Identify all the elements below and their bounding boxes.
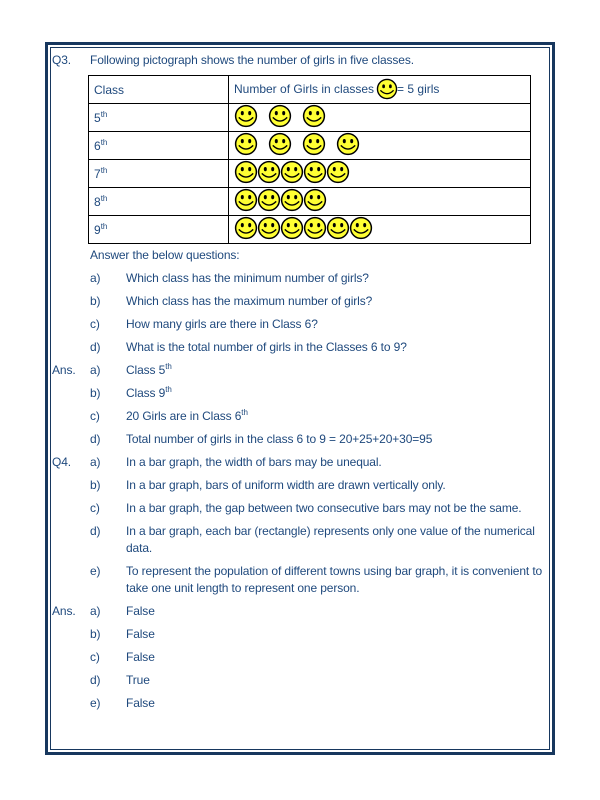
item-letter: b): [90, 386, 101, 400]
smiley-icon: [257, 160, 281, 184]
item-text: In a bar graph, each bar (rectangle) represents only one value of the numerical data.: [126, 524, 535, 555]
class-cell: 9th: [89, 216, 229, 244]
q4-statement-row: [52, 563, 549, 597]
q3-label: Q3.: [52, 53, 71, 67]
q3-answer-row: [52, 431, 549, 448]
q4-answer-row: [52, 603, 549, 620]
item-letter: e): [90, 564, 101, 578]
class-cell: 6th: [89, 132, 229, 160]
item-letter: b): [90, 294, 101, 308]
q4-answer-row: [52, 672, 549, 689]
table-row: [89, 160, 531, 188]
smiley-row: [234, 188, 326, 212]
item-text: True: [126, 673, 150, 687]
page-border-frame: [45, 42, 555, 755]
girls-header-prefix: Number of Girls in classes: [234, 81, 375, 96]
item-text: False: [126, 604, 155, 618]
item-letter: a): [90, 604, 101, 618]
q4-answer-row: [52, 695, 549, 712]
item-text: What is the total number of girls in the Classes 6 to 9?: [126, 340, 407, 354]
girls-header-cell: [229, 76, 531, 104]
table-row: [89, 188, 531, 216]
class-cell: 7th: [89, 160, 229, 188]
ans-label: Ans.: [52, 363, 76, 377]
item-letter: b): [90, 627, 101, 641]
item-text: False: [126, 696, 155, 710]
q3-intro-row: [52, 52, 549, 69]
item-text: Class 9th: [126, 385, 172, 400]
smiley-icon: [257, 216, 281, 240]
smiley-icon: [280, 160, 304, 184]
item-letter: a): [90, 271, 101, 285]
girls-header-suffix: = 5 girls: [397, 81, 440, 96]
q4-statement-row: [52, 477, 549, 494]
answer-intro-text: Answer the below questions:: [90, 248, 240, 262]
smiley-row: [234, 104, 336, 128]
smiley-icon: [234, 216, 258, 240]
smiley-icon: [326, 160, 350, 184]
smiley-icon: [349, 216, 373, 240]
q4-statement-row: [52, 523, 549, 557]
q3-question-row: [52, 339, 549, 356]
smiley-row: [234, 160, 349, 184]
item-letter: e): [90, 696, 101, 710]
item-letter: a): [90, 363, 101, 377]
item-text: In a bar graph, the width of bars may be unequal.: [126, 455, 382, 469]
item-letter: d): [90, 432, 101, 446]
item-letter: c): [90, 650, 100, 664]
smiley-row: [234, 216, 372, 240]
smiley-icon: [376, 78, 398, 100]
answer-intro-row: [52, 247, 549, 264]
smiley-icon: [268, 132, 292, 156]
smiley-cell: [229, 160, 531, 188]
smiley-icon: [302, 132, 326, 156]
q4-statement-row: [52, 454, 549, 471]
smiley-cell: [229, 188, 531, 216]
smiley-icon: [280, 188, 304, 212]
smiley-icon: [234, 188, 258, 212]
item-letter: a): [90, 455, 101, 469]
item-text: Total number of girls in the class 6 to 9 = 20+25+20+30=95: [126, 432, 433, 446]
item-letter: c): [90, 317, 100, 331]
item-text: False: [126, 650, 155, 664]
item-text: How many girls are there in Class 6?: [126, 317, 318, 331]
item-letter: d): [90, 524, 101, 538]
ans-label: Ans.: [52, 604, 76, 618]
q4-statement-row: [52, 500, 549, 517]
q3-question-row: [52, 293, 549, 310]
smiley-icon: [234, 132, 258, 156]
smiley-row: [234, 132, 370, 156]
q3-intro-text: Following pictograph shows the number of girls in five classes.: [90, 53, 414, 67]
smiley-icon: [303, 188, 327, 212]
item-text: Which class has the minimum number of girls?: [126, 271, 369, 285]
item-letter: c): [90, 501, 100, 515]
item-text: In a bar graph, bars of uniform width are drawn vertically only.: [126, 478, 446, 492]
smiley-icon: [303, 160, 327, 184]
smiley-icon: [280, 216, 304, 240]
smiley-cell: [229, 216, 531, 244]
smiley-cell: [229, 104, 531, 132]
table-row: [89, 216, 531, 244]
smiley-icon: [268, 104, 292, 128]
pictograph-table: [88, 75, 531, 244]
smiley-icon: [257, 188, 281, 212]
item-text: Class 5th: [126, 362, 172, 377]
smiley-cell: [229, 132, 531, 160]
item-text: False: [126, 627, 155, 641]
item-letter: b): [90, 478, 101, 492]
q3-question-row: [52, 270, 549, 287]
class-header-cell: Class: [89, 76, 229, 104]
class-cell: 8th: [89, 188, 229, 216]
q4-answer-row: [52, 626, 549, 643]
item-letter: c): [90, 409, 100, 423]
smiley-icon: [303, 216, 327, 240]
item-text: 20 Girls are in Class 6th: [126, 408, 248, 423]
smiley-icon: [234, 160, 258, 184]
q4-answer-row: [52, 649, 549, 666]
table-row: [89, 104, 531, 132]
item-text: In a bar graph, the gap between two consecutive bars may not be the same.: [126, 501, 522, 515]
q3-answer-row: [52, 385, 549, 402]
class-cell: 5th: [89, 104, 229, 132]
smiley-icon: [234, 104, 258, 128]
q3-question-row: [52, 316, 549, 333]
legend-smiley: [374, 82, 397, 96]
table-row: [89, 132, 531, 160]
q3-answer-row: [52, 362, 549, 379]
item-text: Which class has the maximum number of girls?: [126, 294, 373, 308]
smiley-icon: [326, 216, 350, 240]
item-text: To represent the population of different towns using bar graph, it is convenient to take one unit length to represent one person.: [126, 564, 543, 595]
table-header-row: [89, 76, 531, 104]
item-letter: d): [90, 340, 101, 354]
page-content: [50, 47, 550, 750]
q3-answer-row: [52, 408, 549, 425]
q4-label: Q4.: [52, 455, 71, 469]
smiley-icon: [302, 104, 326, 128]
item-letter: d): [90, 673, 101, 687]
smiley-icon: [336, 132, 360, 156]
